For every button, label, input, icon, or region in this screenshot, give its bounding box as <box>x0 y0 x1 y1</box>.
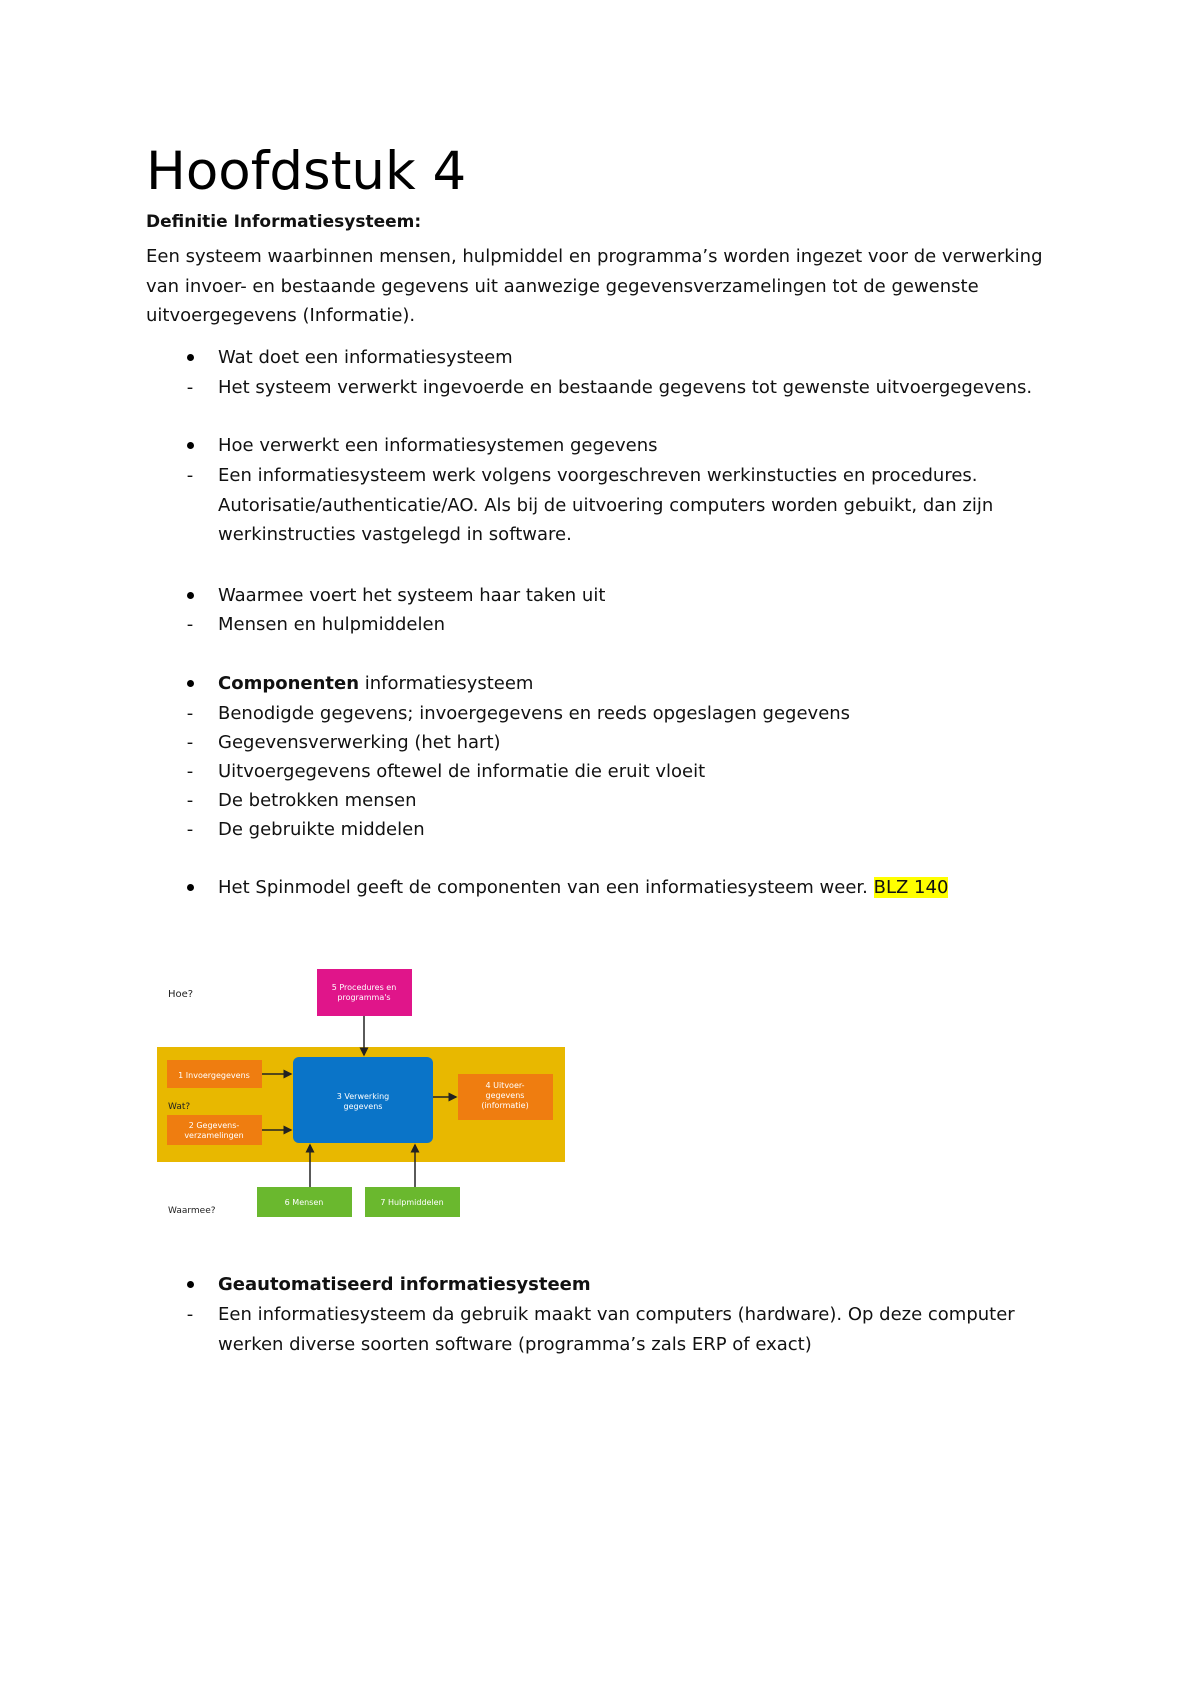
bullet-heading: Wat doet een informatiesysteem <box>218 347 513 368</box>
dash-text: Mensen en hulpmiddelen <box>218 614 445 635</box>
row-label-waarmee: Waarmee? <box>168 1206 216 1216</box>
mensen-label: 6 Mensen <box>284 1198 324 1207</box>
dash-icon: - <box>186 703 194 724</box>
row-label-wat: Wat? <box>168 1102 191 1112</box>
bullet-icon <box>187 592 194 599</box>
dash-text: De betrokken mensen <box>218 790 417 811</box>
procedures-label-2: programma's <box>337 993 391 1002</box>
bullet-icon <box>187 354 194 361</box>
verwerking-label-1: 3 Verwerking <box>336 1092 390 1101</box>
verzamelingen-label-2: verzamelingen <box>184 1131 244 1140</box>
bullet-heading-rest: informatiesysteem <box>359 673 534 694</box>
page-reference-highlight: BLZ 140 <box>873 877 949 898</box>
dash-icon: - <box>186 465 194 486</box>
dash-text: Gegevensverwerking (het hart) <box>218 732 501 753</box>
spinmodel-diagram <box>150 960 570 1235</box>
bullet-heading: Hoe verwerkt een informatiesystemen gegevens <box>218 435 658 456</box>
verwerking-label-2: gegevens <box>343 1102 383 1111</box>
dash-icon: - <box>186 790 194 811</box>
bullet-heading: Waarmee voert het systeem haar taken uit <box>218 585 606 606</box>
hulpmiddelen-label: 7 Hulpmiddelen <box>380 1198 444 1207</box>
gegevensverzamelingen-box <box>167 1115 262 1145</box>
uitvoer-label-3: (informatie) <box>481 1101 529 1110</box>
bullet-icon <box>187 680 194 687</box>
dash-icon: - <box>186 614 194 635</box>
bullet-heading-bold: Componenten <box>218 673 360 694</box>
row-label-hoe: Hoe? <box>168 989 194 1000</box>
dash-icon: - <box>186 732 194 753</box>
dash-icon: - <box>186 819 194 840</box>
procedures-label-1: 5 Procedures en <box>331 983 397 992</box>
dash-text: Een informatiesysteem da gebruik maakt van computers (hardware). Op deze computer werken diverse soorten software (programma’s zals ERP of exact) <box>218 1304 1015 1355</box>
bullet-heading: Geautomatiseerd informatiesysteem <box>218 1274 591 1295</box>
bullet-icon <box>187 884 194 891</box>
dash-text: Het systeem verwerkt ingevoerde en bestaande gegevens tot gewenste uitvoergegevens. <box>218 377 1033 398</box>
dash-text: Een informatiesysteem werk volgens voorgeschreven werkinstucties en procedures. Autorisatie/authenticatie/AO. Als bij de uitvoering computers worden gebuikt, dan zijn werkinstructies vastgelegd in software. <box>218 465 994 545</box>
bullet-icon <box>187 1281 194 1288</box>
page-title: Hoofdstuk 4 <box>146 141 467 202</box>
dash-icon: - <box>186 377 194 398</box>
uitvoer-label-2: gegevens <box>485 1091 525 1100</box>
dash-text: De gebruikte middelen <box>218 819 425 840</box>
dash-icon: - <box>186 1304 194 1325</box>
bullet-icon <box>187 442 194 449</box>
uitvoer-label-1: 4 Uitvoer- <box>485 1081 525 1090</box>
dash-text: Uitvoergegevens oftewel de informatie die eruit vloeit <box>218 761 706 782</box>
definition-text: Een systeem waarbinnen mensen, hulpmiddel en programma’s worden ingezet voor de verwerking van invoer- en bestaande gegevens uit aanwezige gegevensverzamelingen tot de gewenste uitvoergegevens (Informatie). <box>146 246 1043 326</box>
bullet-heading <box>218 669 1078 699</box>
dash-text: Benodigde gegevens; invoergegevens en reeds opgeslagen gegevens <box>218 703 851 724</box>
bullet-heading-text: Het Spinmodel geeft de componenten van een informatiesysteem weer. <box>218 877 868 898</box>
bullet-heading <box>218 873 1078 903</box>
invoergegevens-label: 1 Invoergegevens <box>178 1071 250 1080</box>
verzamelingen-label-1: 2 Gegevens- <box>188 1121 240 1130</box>
dash-icon: - <box>186 761 194 782</box>
definition-label: Definitie Informatiesysteem: <box>146 212 422 232</box>
